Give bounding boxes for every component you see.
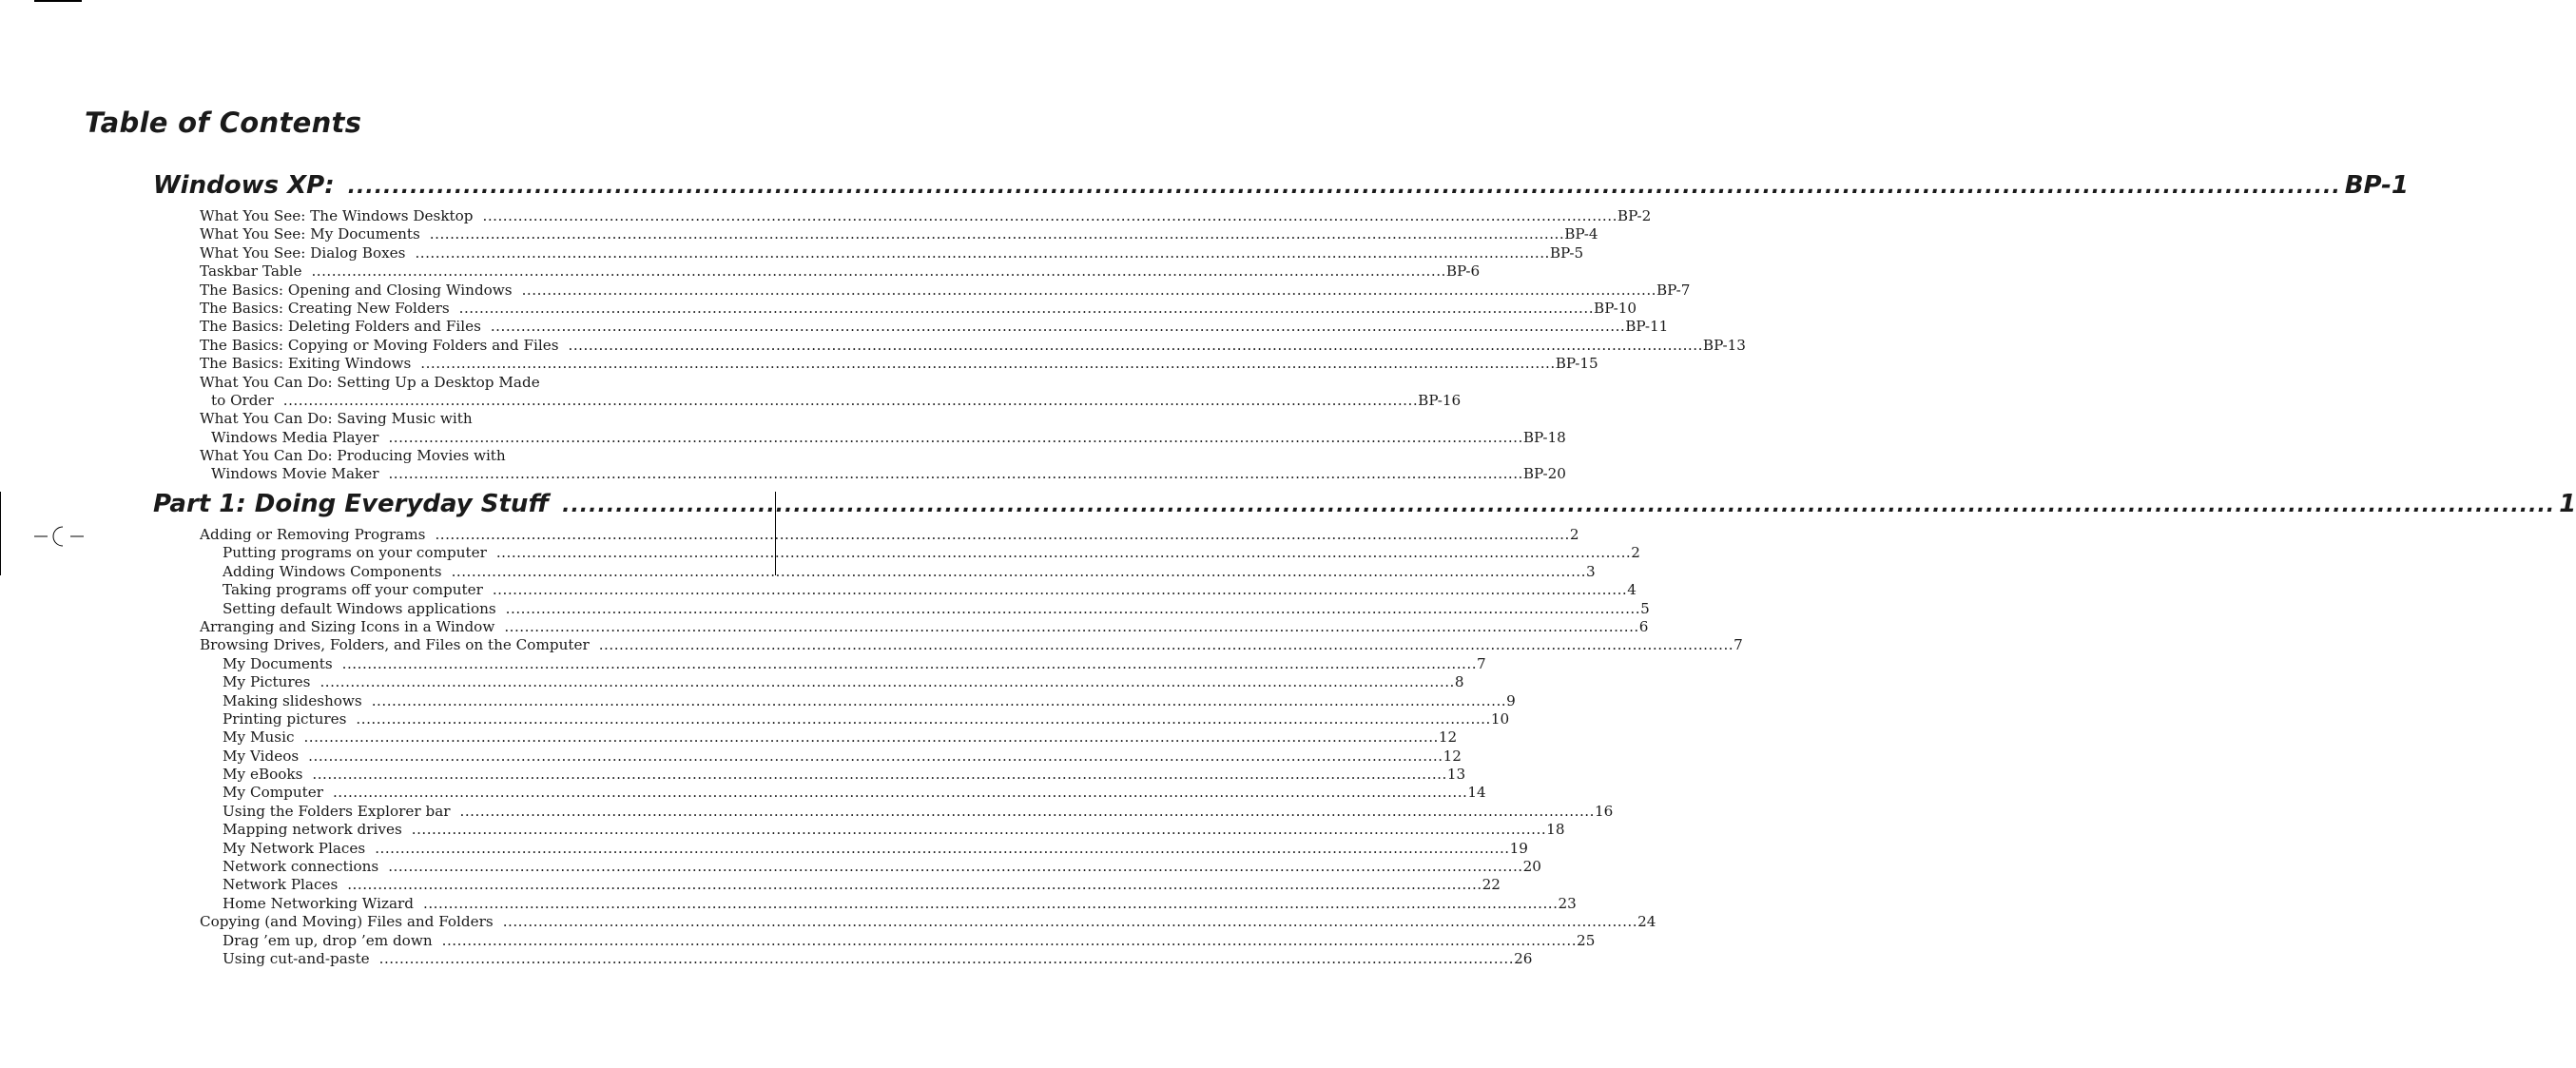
dot-leader: ................................................................................................................................................................................................................................	[303, 728, 1439, 747]
dot-leader: ................................................................................................................................................................................................................................	[598, 636, 1734, 654]
toc-entry-label: What You Can Do: Producing Movies with	[200, 447, 506, 465]
toc-entry-page: 5	[1640, 599, 1650, 617]
dot-leader: ................................................................................................................................................................................................................................	[356, 709, 1491, 728]
dot-leader: ................................................................................................................................................................................................................................	[459, 802, 1595, 820]
toc-entry-page: 10	[1490, 709, 1510, 728]
toc-entry-page: 25	[1577, 931, 1596, 949]
dot-leader: ................................................................................................................................................................................................................................	[429, 225, 1565, 243]
toc-entry-label: Using the Folders Explorer bar	[223, 802, 451, 820]
dot-leader: ................................................................................................................................................................................................................................	[482, 207, 1617, 224]
toc-entry-label: What You Can Do: Setting Up a Desktop Made	[200, 373, 540, 391]
toc-entry[interactable]	[200, 544, 1640, 562]
toc-entry[interactable]	[200, 526, 1579, 544]
toc-entry-label: to Order	[211, 391, 274, 409]
dot-leader: ................................................................................................................................................................................................................................	[341, 654, 1478, 672]
section-heading-windows-xp[interactable]	[153, 171, 2409, 200]
toc-entry[interactable]	[200, 617, 1649, 636]
dot-leader: ................................................................................................................................................................................................................................	[492, 581, 1628, 599]
dot-leader: ................................................................................................................................................................................................................................	[568, 336, 1703, 354]
toc-entry[interactable]	[200, 949, 1533, 968]
toc-entry-page: BP-2	[1617, 207, 1652, 224]
section-page-number: BP-1	[2344, 171, 2409, 200]
dot-leader: ................................................................................................................................................................................................................................	[332, 784, 1468, 802]
toc-entry-page: 19	[1509, 839, 1528, 857]
page-title: Table of Contents	[85, 107, 362, 139]
crop-mark-top	[34, 0, 82, 2]
toc-entry-label: Copying (and Moving) Files and Folders	[200, 913, 494, 931]
dot-leader: ................................................................................................................................................................................................................................	[502, 913, 1638, 931]
toc-entry[interactable]	[200, 673, 1464, 691]
toc-entry-label: The Basics: Opening and Closing Windows	[200, 281, 513, 299]
toc-entry[interactable]	[200, 281, 1691, 300]
section-heading-part-1[interactable]	[153, 490, 2576, 518]
toc-entry[interactable]	[200, 207, 1652, 225]
toc-entry-label: My eBooks	[223, 766, 303, 784]
dot-leader: ................................................................................................................................................................................................................................	[420, 355, 1556, 373]
dot-leader: ................................................................................................................................................................................................................................	[521, 281, 1657, 299]
dot-leader: ................................................................................................................................................................................................................................	[435, 526, 1570, 543]
toc-entry-page: 16	[1594, 802, 1614, 820]
toc-entry-page: BP-4	[1564, 225, 1598, 243]
toc-entry[interactable]	[200, 728, 1458, 747]
toc-entry-label: Mapping network drives	[223, 821, 402, 839]
toc-entry-page: 26	[1514, 949, 1533, 967]
dot-leader: ................................................................................................................................................................................................................................	[311, 262, 1446, 281]
toc-entry[interactable]	[200, 374, 694, 392]
dot-leader: ................................................................................................................................................................................................................................	[441, 931, 1578, 949]
toc-entry-page: 7	[1477, 654, 1486, 672]
dot-leader: ................................................................................................................................................................................................................................	[312, 766, 1447, 784]
toc-entry-page: BP-10	[1594, 299, 1637, 317]
toc-entry-page: BP-11	[1625, 318, 1669, 336]
toc-entry-page: 6	[1638, 617, 1649, 635]
toc-entry-label: What You Can Do: Saving Music with	[200, 410, 473, 428]
toc-entry-page: BP-6	[1445, 262, 1481, 281]
dot-leader: ................................................................................................................................................................................................................................	[371, 691, 1507, 709]
section-title: Part 1: Doing Everyday Stuff	[153, 490, 550, 518]
toc-entry-page: 22	[1482, 876, 1501, 894]
toc-entry-page: BP-7	[1656, 281, 1691, 299]
toc-entry-label: Windows Movie Maker	[211, 465, 379, 483]
toc-entry-label: Browsing Drives, Folders, and Files on the Computer	[200, 636, 590, 654]
section-page-number: 1	[2559, 490, 2576, 518]
toc-entry-page: 9	[1506, 691, 1516, 709]
toc-entry[interactable]	[200, 318, 1669, 336]
toc-entry[interactable]	[200, 821, 1565, 839]
toc-entry-label: Putting programs on your computer	[223, 544, 487, 562]
toc-entry-page: 18	[1546, 821, 1565, 839]
toc-entry-page: BP-20	[1522, 465, 1566, 483]
toc-entry[interactable]	[200, 913, 1656, 931]
toc-entry-label: Adding Windows Components	[223, 562, 442, 580]
toc-entry[interactable]	[200, 391, 1462, 410]
toc-entry-page: 2	[1569, 526, 1579, 543]
toc-entry[interactable]	[200, 299, 1637, 318]
toc-entry-label: Drag ’em up, drop ’em down	[223, 931, 433, 949]
toc-entry-page: 12	[1438, 728, 1458, 747]
toc-entry-label: My Documents	[223, 654, 333, 672]
dot-leader: ................................................................................................................................................................................................................................	[388, 858, 1523, 876]
toc-entry[interactable]	[200, 447, 694, 465]
toc-entry-page: 14	[1467, 784, 1486, 802]
toc-entry[interactable]	[200, 766, 1466, 784]
dot-leader: ................................................................................................................................................................................................................................	[495, 544, 1632, 562]
dot-leader: ................................................................................................................................................................................................................................	[411, 821, 1547, 839]
toc-entry[interactable]	[200, 225, 1598, 243]
dot-leader: ................................................................................................................................................................................................................................	[388, 465, 1523, 483]
toc-entry[interactable]	[200, 709, 1510, 728]
toc-entry-page: 20	[1522, 858, 1541, 876]
toc-entry[interactable]	[200, 428, 1566, 447]
toc-entry-page: 8	[1454, 673, 1464, 691]
dot-leader: ................................................................................................................................................................................................................................	[458, 299, 1595, 317]
toc-entry-label: Windows Media Player	[211, 428, 379, 446]
toc-entry[interactable]	[200, 931, 1596, 950]
toc-entry[interactable]	[200, 262, 1481, 281]
dot-leader: ................................................................................................................................................................................................................................	[415, 243, 1550, 262]
section-entries-part-1	[200, 526, 1743, 968]
toc-entry-label: Network connections	[223, 858, 379, 876]
dot-leader: ................................................................................................................................................................................................................................	[347, 876, 1482, 894]
toc-entry-label: Taskbar Table	[200, 262, 302, 281]
crop-mark-left	[0, 492, 1, 575]
toc-entry[interactable]	[200, 636, 1743, 654]
toc-entry-page: BP-15	[1555, 355, 1598, 373]
toc-entry-page: BP-13	[1702, 336, 1746, 354]
toc-entry[interactable]	[200, 336, 1746, 355]
toc-entry[interactable]	[200, 654, 1486, 673]
toc-entry-label: Adding or Removing Programs	[200, 526, 426, 543]
toc-entry-label: Arranging and Sizing Icons in a Window	[200, 617, 495, 635]
toc-entry[interactable]	[200, 691, 1516, 710]
dot-leader: ................................................................................................................................................................................................................................	[320, 673, 1455, 691]
toc-entry[interactable]	[200, 562, 1596, 581]
toc-entry-label: Taking programs off your computer	[223, 581, 483, 599]
toc-entry-label: The Basics: Deleting Folders and Files	[200, 318, 481, 336]
toc-entry-label: My Network Places	[223, 839, 366, 857]
toc-entry[interactable]	[200, 243, 1584, 262]
toc-entry[interactable]	[200, 784, 1486, 802]
toc-entry-page: BP-16	[1418, 391, 1462, 409]
dot-leader: ................................................................................................................................................................................................................................	[347, 175, 2341, 199]
toc-entry-label: My Computer	[223, 784, 323, 802]
toc-entry-label: Printing pictures	[223, 709, 347, 728]
toc-entry[interactable]	[200, 410, 694, 428]
toc-entry[interactable]	[200, 747, 1462, 766]
toc-entry-label: My Pictures	[223, 673, 311, 691]
toc-entry-label: Making slideshows	[223, 691, 362, 709]
toc-entry-page: 2	[1631, 544, 1640, 562]
dot-leader: ................................................................................................................................................................................................................................	[562, 494, 2556, 517]
toc-entry-label: What You See: My Documents	[200, 225, 420, 243]
toc-entry-label: Setting default Windows applications	[223, 599, 496, 617]
toc-entry-label: The Basics: Copying or Moving Folders and Files	[200, 336, 559, 354]
toc-entry[interactable]	[200, 839, 1528, 858]
dot-leader: ................................................................................................................................................................................................................................	[505, 599, 1641, 617]
toc-entry-page: 3	[1585, 562, 1596, 580]
section-title: Windows XP:	[153, 171, 335, 200]
toc-entry-page: BP-5	[1549, 243, 1584, 262]
dot-leader: ................................................................................................................................................................................................................................	[375, 839, 1510, 857]
toc-entry-label: Home Networking Wizard	[223, 894, 415, 912]
toc-entry-label: My Videos	[223, 747, 300, 765]
dot-leader: ................................................................................................................................................................................................................................	[308, 747, 1443, 765]
dot-leader: ................................................................................................................................................................................................................................	[451, 562, 1586, 580]
toc-entry[interactable]	[200, 858, 1541, 876]
toc-entry-label: What You See: Dialog Boxes	[200, 243, 406, 262]
toc-entry-page: 13	[1446, 766, 1466, 784]
dot-leader: ................................................................................................................................................................................................................................	[423, 894, 1559, 912]
toc-entry-page: BP-18	[1522, 428, 1566, 446]
dot-leader: ................................................................................................................................................................................................................................	[490, 318, 1626, 336]
toc-entry-page: 23	[1558, 894, 1577, 912]
toc-entry-label: Using cut-and-paste	[223, 949, 370, 967]
toc-entry-page: 4	[1627, 581, 1637, 599]
toc-entry-label: The Basics: Exiting Windows	[200, 355, 412, 373]
toc-entry[interactable]	[200, 802, 1614, 821]
toc-entry[interactable]	[200, 894, 1577, 913]
toc-entry[interactable]	[200, 355, 1598, 373]
toc-entry-label: My Music	[223, 728, 295, 747]
toc-entry-page: 12	[1443, 747, 1462, 765]
toc-entry[interactable]	[200, 465, 1566, 483]
toc-entry-page: 24	[1637, 913, 1656, 931]
section-entries-windows-xp	[200, 207, 1746, 484]
toc-entry-label: What You See: The Windows Desktop	[200, 207, 474, 224]
toc-entry-label: The Basics: Creating New Folders	[200, 299, 450, 317]
toc-entry[interactable]	[200, 581, 1637, 599]
registration-mark-icon	[34, 523, 84, 550]
dot-leader: ................................................................................................................................................................................................................................	[504, 617, 1639, 635]
toc-entry[interactable]	[200, 876, 1501, 894]
dot-leader: ................................................................................................................................................................................................................................	[282, 391, 1419, 409]
toc-entry[interactable]	[200, 599, 1650, 618]
toc-entry-page: 7	[1733, 636, 1743, 654]
dot-leader: ................................................................................................................................................................................................................................	[378, 949, 1515, 967]
toc-entry-label: Network Places	[223, 876, 339, 894]
dot-leader: ................................................................................................................................................................................................................................	[388, 428, 1523, 446]
